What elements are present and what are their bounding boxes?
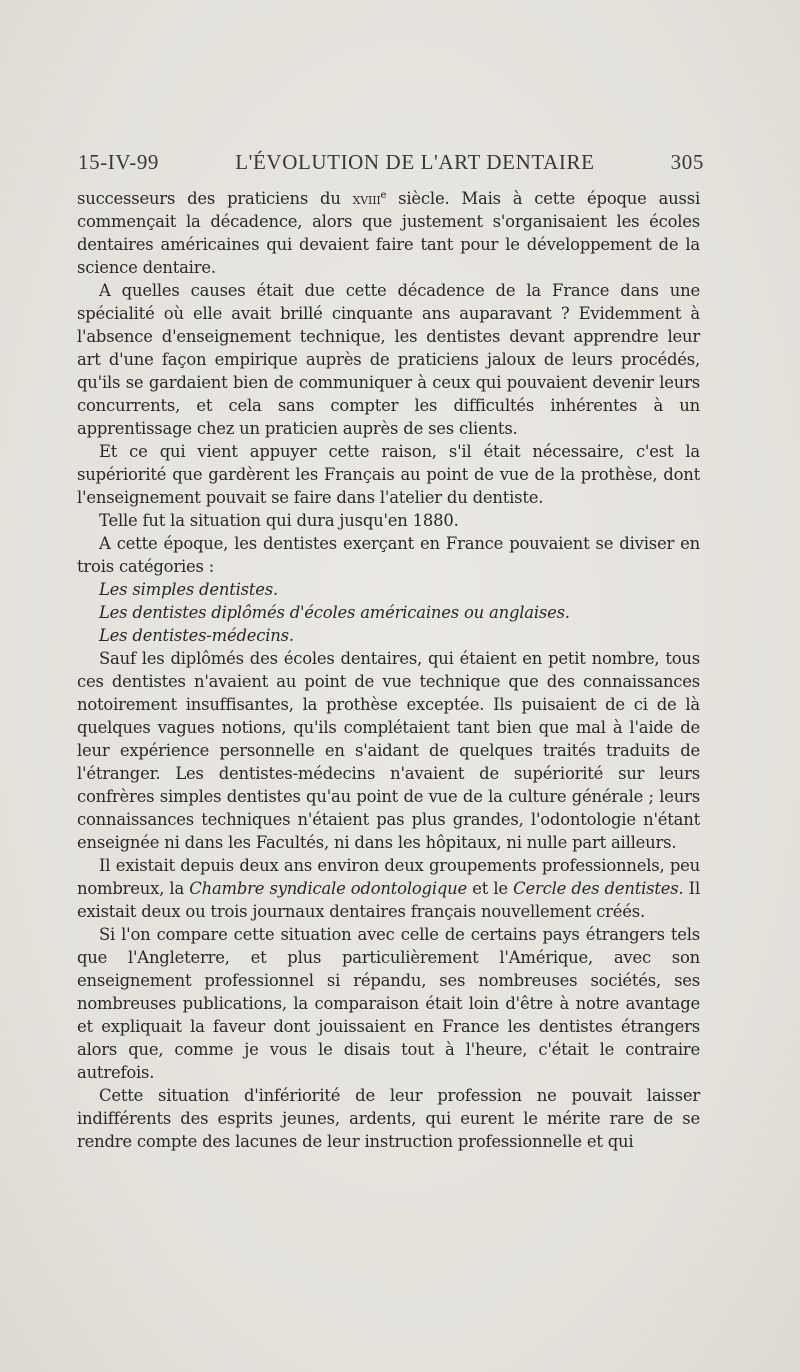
paragraph-8: Si l'on compare cette situation avec celle de certains pays étrangers tels que l'Angleterre, et plus particulièrement l'Amérique, avec son enseignement professionnel si répandu, ses nombreuses sociétés, ses nombreuses publications, la comparaison était loin d'être à notre avantage et expliquait la faveur dont jouissaient en France les dentistes étrangers alors que, comme je vous le disais tout à l'heure, c'était le contraire autrefois. [77,925,700,1082]
body-text [77,187,700,1153]
italic-cercle-dentistes: Cercle des dentistes [513,879,679,898]
paragraph-9: Cette situation d'infériorité de leur profession ne pouvait laisser indifférents des esprits jeunes, ardents, qui eurent le mérite rare de se rendre compte des lacunes de leur instruction professionnelle et qui [77,1086,700,1151]
paragraph-7: Il existait depuis deux ans environ deux groupements professionnels, peu nombreux, la Chambre syndicale odontologique et le Cercle des dentistes. Il existait deux ou trois journaux dentaires français nouvellement créés. [77,856,700,921]
century-numeral: xviii [352,189,381,208]
paragraph-5: A cette époque, les dentistes exerçant en France pouvaient se diviser en trois catégories : [77,534,700,576]
header-date: 15-IV-99 [78,150,160,174]
category-3: Les dentistes-médecins. [99,626,294,645]
paragraph-2: A quelles causes était due cette décadence de la France dans une spécialité où elle avait brillé cinquante ans auparavant ? Evidemment à l'absence d'enseignement technique, les dentistes devant apprendre leur art d'une façon empirique auprès de praticiens jaloux de leurs procédés, qu'ils se gardaient bien de communiquer à ceux qui pouvaient devenir leurs concurrents, et cela sans compter les difficultés inhérentes à un apprentissage chez un praticien auprès de ses clients. [77,281,700,438]
paragraph-6: Sauf les diplômés des écoles dentaires, qui étaient en petit nombre, tous ces dentistes n'avaient au point de vue technique que des connaissances notoirement insuffisantes, la prothèse exceptée. Ils puisaient de ci de là quelques vagues notions, qu'ils complétaient tant bien que mal à l'aide de leur expérience personnelle en s'aidant de quelques traités traduits de l'étranger. Les dentistes-médecins n'avaient de supériorité sur leurs confrères simples dentistes qu'au point de vue de la culture générale ; leurs connaissances techniques n'étaient pas plus grandes, l'odontologie n'étant enseignée ni dans les Facultés, ni dans les hôpitaux, ni nulle part ailleurs. [77,649,700,852]
page-number: 305 [670,150,704,174]
running-header [78,150,704,175]
category-2: Les dentistes diplômés d'écoles américaines ou anglaises. [99,603,570,622]
paragraph-4: Telle fut la situation qui dura jusqu'en 1880. [99,511,459,530]
italic-chambre-syndicale: Chambre syndicale odontologique [189,879,468,898]
paragraph-3: Et ce qui vient appuyer cette raison, s'il était nécessaire, c'est la supériorité que gardèrent les Français au point de vue de la prothèse, dont l'enseignement pouvait se faire dans l'atelier du dentiste. [77,442,700,507]
century-superscript: e [380,190,387,201]
category-1: Les simples dentistes. [99,580,278,599]
paragraph-1: successeurs des praticiens du xviii$^e$ siècle. Mais à cette époque aussi commençait la décadence, alors que justement s'organisaient les écoles dentaires américaines qui devaient faire tant pour le développement de la science dentaire. [77,189,700,277]
header-title: L'ÉVOLUTION DE L'ART DENTAIRE [235,150,595,174]
